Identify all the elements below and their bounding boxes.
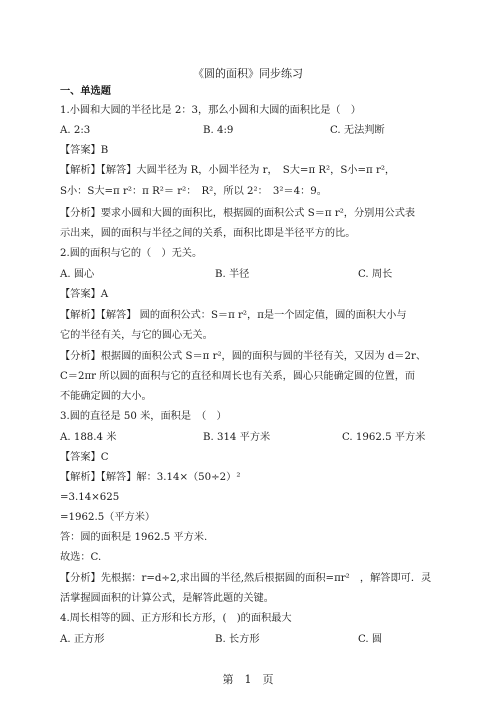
q4-option-a: A. 正方形 (60, 634, 105, 645)
q2-explanation-line-1: 【分析】根据圆的面积公式 S＝π r²，圆的面积与圆的半径有关，又因为 d＝2r、 (60, 351, 427, 362)
q2-explanation-line-2: C＝2πr 所以圆的面积与它的直径和周长也有关系，圆心只能确定圆的位置，而 (60, 371, 416, 382)
q1-answer: 【答案】B (60, 145, 109, 156)
q3-option-a: A. 188.4 米 (60, 432, 117, 443)
q2-answer: 【答案】A (60, 289, 109, 300)
q1-option-a: A. 2:3 (60, 125, 91, 136)
q1-explanation-line-2: 示出来，圆的面积与半径之间的关系，面积比即是半径平方的比。 (60, 228, 356, 239)
q3-analysis-line-2: =3.14×625 (60, 492, 120, 503)
q3-explanation-line-1: 【分析】先根据：r=d÷2,求出圆的半径,然后根据圆的面积=πr² ，解答即可．灵 (60, 573, 432, 584)
question-1-stem: 1.小圆和大圆的半径比是 2：3，那么小圆和大圆的面积比是（ ） (60, 105, 361, 116)
question-2-stem: 2.圆的面积与它的（ ）无关。 (60, 248, 203, 259)
page-title: 《圆的面积》同步练习 (193, 67, 303, 80)
q2-explanation-line-3: 不能确定圆的大小。 (60, 391, 152, 402)
q3-analysis-line-5: 故选：C. (60, 552, 102, 563)
q2-analysis-line-1: 【解析】【解答】 圆的面积公式：S＝π r²，π是一个固定值，圆的面积大小与 (60, 310, 407, 321)
q3-analysis-line-4: 答：圆的面积是 1962.5 平方米. (60, 532, 208, 543)
q3-option-b: B. 314 平方米 (203, 432, 271, 443)
section-heading: 一、单选题 (60, 85, 111, 97)
q3-analysis-line-1: 【解析】【解答】解：3.14×（50÷2）² (60, 472, 241, 483)
q3-analysis-line-3: =1962.5（平方米） (60, 512, 156, 523)
q4-option-b: B. 长方形 (215, 634, 260, 645)
question-3-stem: 3.圆的直径是 50 米，面积是 （ ） (60, 411, 227, 422)
page-number: 第 1 页 (222, 673, 274, 686)
q2-option-b: B. 半径 (215, 269, 250, 280)
q3-explanation-line-2: 活掌握圆面积的计算公式，是解答此题的关键。 (60, 593, 274, 604)
q2-option-c: C. 周长 (358, 269, 393, 280)
q3-option-c: C. 1962.5 平方米 (342, 432, 426, 443)
q1-option-c: C. 无法判断 (330, 125, 385, 136)
q2-analysis-line-2: 它的半径有关，与它的圆心无关。 (60, 330, 213, 341)
q3-answer: 【答案】C (60, 452, 109, 463)
q1-option-b: B. 4:9 (203, 125, 234, 136)
q4-option-c: C. 圆 (358, 634, 383, 645)
q2-option-a: A. 圆心 (60, 269, 95, 280)
question-4-stem: 4.周长相等的圆、正方形和长方形，( )的面积最大 (60, 613, 292, 624)
q1-explanation-line-1: 【分析】要求小圆和大圆的面积比，根据圆的面积公式 S＝π r²，分别用公式表 (60, 208, 416, 219)
q1-analysis-line-2: S小：S大=π r²：π R²＝ r²： R²，所以 2²： 3²＝4：9。 (60, 186, 327, 197)
q1-analysis-line-1: 【解析】【解答】大圆半径为 R，小圆半径为 r， S大=π R²，S小=π r²， (60, 165, 396, 176)
